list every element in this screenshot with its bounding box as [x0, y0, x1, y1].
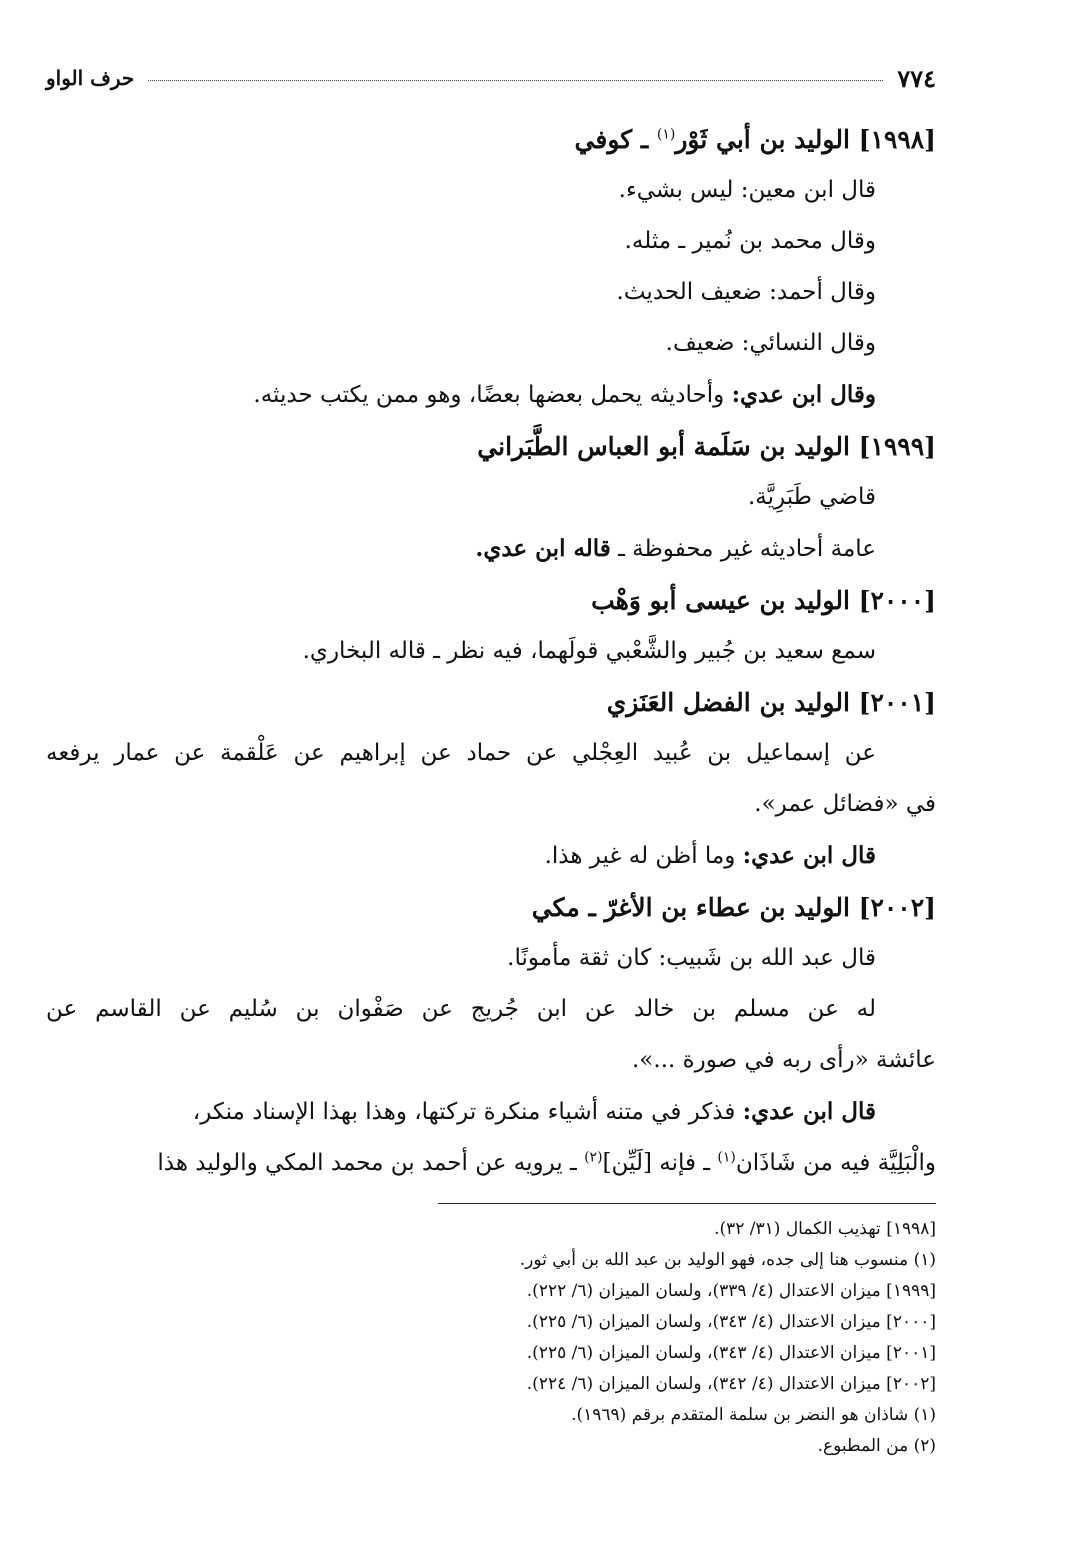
quote-text: وأحاديثه يحمل بعضها بعضًا، وهو ممن يكتب حديثه.	[253, 382, 732, 408]
speaker-label: وقال ابن عدي:	[731, 381, 876, 408]
page-number: ٧٧٤	[897, 63, 936, 93]
footnote: [١٩٩٨] تهذيب الكمال (٣١/ ٣٢).	[714, 1219, 936, 1239]
speaker-label: قاله ابن عدي.	[475, 535, 611, 562]
section-title: حرف الواو	[46, 66, 135, 90]
footnotes	[46, 1214, 936, 1462]
main-text	[46, 114, 936, 1189]
footnote-ref: (١)	[656, 126, 676, 143]
quote-text: عامة أحاديثه غير محفوظة ـ	[610, 536, 876, 562]
entry-line: قاضي طَبَرِيَّة.	[748, 484, 876, 510]
entry-line: وقال أحمد: ضعيف الحديث.	[616, 279, 876, 305]
entry-heading-text: [١٩٩٨] الوليد بن أبي ثَوْر	[675, 125, 936, 154]
footnote: (١) منسوب هنا إلى جده، فهو الوليد بن عبد الله بن أبي ثور.	[519, 1250, 936, 1270]
footnote: [٢٠٠١] ميزان الاعتدال (٤/ ٣٤٣)، ولسان الميزان (٦/ ٢٢٥).	[526, 1343, 936, 1363]
entry-line	[46, 369, 936, 421]
footnote: [٢٠٠٢] ميزان الاعتدال (٤/ ٣٤٢)، ولسان الميزان (٦/ ٢٢٤).	[526, 1374, 936, 1394]
footnote-separator	[438, 1203, 936, 1204]
entry-line	[46, 523, 936, 575]
footnote-ref: (٢)	[584, 1149, 603, 1166]
quote-text: والْبَلِيَّة فيه من شَاذَان	[735, 1150, 936, 1176]
entry-heading-suffix: ـ كوفي	[574, 125, 657, 154]
quote-text: وما أظن له غير هذا.	[544, 843, 743, 869]
header-rule	[148, 80, 883, 81]
entry-line: وقال النسائي: ضعيف.	[665, 330, 876, 356]
entry-line	[46, 830, 936, 882]
entry-line	[46, 1086, 936, 1138]
footnote: (١) شاذان هو النضر بن سلمة المتقدم برقم (١٩٦٩).	[571, 1405, 936, 1425]
entry-line: له عن مسلم بن خالد عن ابن جُريج عن صَفْوان بن سُليم عن القاسم عن	[46, 996, 876, 1022]
entry-line: عن إسماعيل بن عُبيد العِجْلي عن حماد عن إبراهيم عن عَلْقمة عن عمار يرفعه	[46, 740, 876, 766]
footnote: [٢٠٠٠] ميزان الاعتدال (٤/ ٣٤٣)، ولسان الميزان (٦/ ٢٢٥).	[526, 1312, 936, 1332]
entry-line: سمع سعيد بن جُبير والشَّعْبي قولَهما، فيه نظر ـ قاله البخاري.	[302, 638, 876, 664]
entry-heading-1998	[46, 114, 936, 165]
quote-text: ـ يرويه عن أحمد بن محمد المكي والوليد هذا	[157, 1150, 585, 1176]
entry-line: وقال محمد بن نُمير ـ مثله.	[624, 228, 876, 254]
entry-line: قال عبد الله بن شَبيب: كان ثقة مأمونًا.	[507, 945, 876, 971]
footnote: (٢) من المطبوع.	[817, 1436, 936, 1456]
entry-heading-2002: [٢٠٠٢] الوليد بن عطاء بن الأغرّ ـ مكي	[531, 893, 936, 922]
speaker-label: قال ابن عدي:	[742, 1098, 876, 1125]
entry-line	[46, 1138, 936, 1189]
quote-text: ـ فإنه [لَيِّن]	[602, 1150, 718, 1176]
footnote: [١٩٩٩] ميزان الاعتدال (٤/ ٣٣٩)، ولسان الميزان (٦/ ٢٢٢).	[526, 1281, 936, 1301]
entry-heading-1999: [١٩٩٩] الوليد بن سَلَمة أبو العباس الطَّبَراني	[477, 432, 936, 461]
entry-heading-2001: [٢٠٠١] الوليد بن الفضل العَنَزي	[606, 688, 936, 717]
entry-line: عائشة «رأى ربه في صورة ...».	[632, 1047, 936, 1073]
running-header	[46, 60, 936, 96]
entry-line: قال ابن معين: ليس بشيء.	[618, 177, 876, 203]
quote-text: فذكر في متنه أشياء منكرة تركتها، وهذا بهذا الإسناد منكر،	[192, 1099, 743, 1125]
speaker-label: قال ابن عدي:	[742, 842, 876, 869]
entry-line: في «فضائل عمر».	[754, 791, 936, 817]
footnote-ref: (١)	[717, 1149, 736, 1166]
entry-heading-2000: [٢٠٠٠] الوليد بن عيسى أبو وَهْب	[591, 586, 936, 615]
book-page	[46, 60, 936, 1462]
